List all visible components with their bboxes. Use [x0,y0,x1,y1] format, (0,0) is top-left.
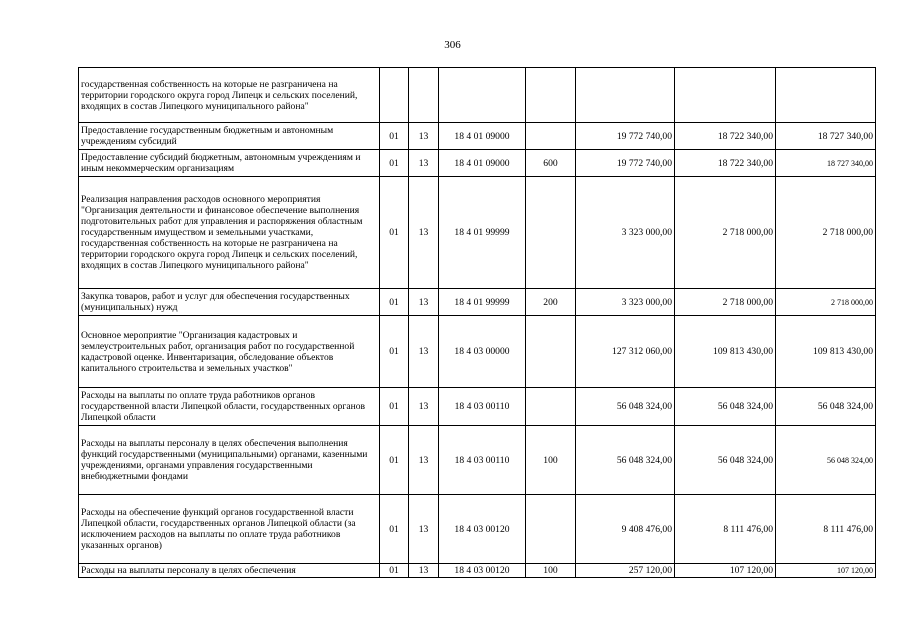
cell-section: 01 [380,495,409,564]
cell-section: 01 [380,426,409,495]
cell-expense-type [526,316,576,388]
cell-subsection: 13 [409,316,439,388]
cell-section: 01 [380,316,409,388]
cell-subsection: 13 [409,123,439,150]
cell-amount-1: 9 408 476,00 [576,495,675,564]
cell-subsection: 13 [409,177,439,289]
cell-target: 18 4 03 00110 [439,388,526,426]
cell-amount-3 [776,68,876,123]
cell-amount-3: 107 120,00 [776,564,876,578]
cell-amount-1: 3 323 000,00 [576,289,675,316]
cell-amount-2: 8 111 476,00 [675,495,776,564]
cell-amount-1: 257 120,00 [576,564,675,578]
cell-target: 18 4 03 00000 [439,316,526,388]
cell-subsection [409,68,439,123]
cell-amount-1: 127 312 060,00 [576,316,675,388]
cell-expense-type: 100 [526,426,576,495]
cell-amount-3: 109 813 430,00 [776,316,876,388]
cell-section: 01 [380,123,409,150]
cell-target: 18 4 01 09000 [439,150,526,177]
cell-amount-2: 18 722 340,00 [675,150,776,177]
cell-amount-3: 2 718 000,00 [776,177,876,289]
table-row [79,150,876,177]
cell-expense-type [526,177,576,289]
cell-amount-1 [576,68,675,123]
cell-expense-type [526,495,576,564]
cell-subsection: 13 [409,564,439,578]
table-row [79,123,876,150]
table-row [79,68,876,123]
budget-table [78,67,876,578]
cell-amount-3: 18 727 340,00 [776,150,876,177]
cell-amount-1: 19 772 740,00 [576,150,675,177]
cell-amount-3: 56 048 324,00 [776,388,876,426]
cell-name: Предоставление субсидий бюджетным, автономным учреждениям и иным некоммерческим организациям [79,150,380,177]
cell-expense-type: 600 [526,150,576,177]
cell-name: Расходы на выплаты по оплате труда работников органов государственной власти Липецкой области, государственных органов Липецкой области [79,388,380,426]
cell-amount-3: 18 727 340,00 [776,123,876,150]
cell-section: 01 [380,564,409,578]
cell-name: Расходы на выплаты персоналу в целях обеспечения [79,564,380,578]
cell-section: 01 [380,177,409,289]
cell-target: 18 4 03 00120 [439,564,526,578]
table-row [79,388,876,426]
cell-name: Предоставление государственным бюджетным и автономным учреждениям субсидий [79,123,380,150]
cell-subsection: 13 [409,289,439,316]
cell-amount-1: 56 048 324,00 [576,388,675,426]
cell-amount-2: 56 048 324,00 [675,426,776,495]
cell-target: 18 4 03 00120 [439,495,526,564]
cell-target [439,68,526,123]
cell-name: Реализация направления расходов основного мероприятия "Организация деятельности и финансовое обеспечение выполнения подготовительных работ для управления и распоряжения областным государственным имуществом и земельными участками, государственная собственность на которые не разграничена на территории городского округа город Липецк и сельских поселений, входящих в состав Липецкого муниципального района" [79,177,380,289]
cell-target: 18 4 01 99999 [439,289,526,316]
cell-expense-type [526,123,576,150]
cell-name: Основное мероприятие "Организация кадастровых и землеустроительных работ, организация работ по государственной кадастровой оценке. Инвентаризация, обследование объектов капитального строительства и земельных участков" [79,316,380,388]
table-row [79,564,876,578]
cell-section: 01 [380,150,409,177]
cell-amount-1: 56 048 324,00 [576,426,675,495]
cell-amount-2: 2 718 000,00 [675,177,776,289]
cell-subsection: 13 [409,150,439,177]
cell-expense-type [526,68,576,123]
cell-amount-3: 2 718 000,00 [776,289,876,316]
page-number: 306 [444,39,461,51]
cell-name: Расходы на обеспечение функций органов государственной власти Липецкой области, государственных органов Липецкой области (за исключением расходов на выплаты по оплате труда работников указанных органов) [79,495,380,564]
cell-amount-2: 109 813 430,00 [675,316,776,388]
cell-amount-2 [675,68,776,123]
cell-amount-2: 107 120,00 [675,564,776,578]
cell-section [380,68,409,123]
cell-amount-3: 56 048 324,00 [776,426,876,495]
cell-target: 18 4 03 00110 [439,426,526,495]
cell-expense-type: 200 [526,289,576,316]
cell-name: государственная собственность на которые не разграничена на территории городского округа город Липецк и сельских поселений, входящих в состав Липецкого муниципального района" [79,68,380,123]
table-body [79,68,876,578]
cell-expense-type: 100 [526,564,576,578]
cell-section: 01 [380,289,409,316]
table-row [79,177,876,289]
cell-amount-2: 18 722 340,00 [675,123,776,150]
table-row [79,316,876,388]
cell-target: 18 4 01 09000 [439,123,526,150]
cell-name: Закупка товаров, работ и услуг для обеспечения государственных (муниципальных) нужд [79,289,380,316]
table-row [79,495,876,564]
cell-name: Расходы на выплаты персоналу в целях обеспечения выполнения функций государственными (муниципальными) органами, казенными учреждениями, органами управления государственными внебюджетными фондами [79,426,380,495]
cell-amount-2: 2 718 000,00 [675,289,776,316]
cell-target: 18 4 01 99999 [439,177,526,289]
cell-subsection: 13 [409,495,439,564]
cell-amount-1: 19 772 740,00 [576,123,675,150]
cell-amount-1: 3 323 000,00 [576,177,675,289]
cell-section: 01 [380,388,409,426]
cell-amount-2: 56 048 324,00 [675,388,776,426]
cell-expense-type [526,388,576,426]
table-row [79,426,876,495]
cell-amount-3: 8 111 476,00 [776,495,876,564]
table-row [79,289,876,316]
cell-subsection: 13 [409,426,439,495]
cell-subsection: 13 [409,388,439,426]
